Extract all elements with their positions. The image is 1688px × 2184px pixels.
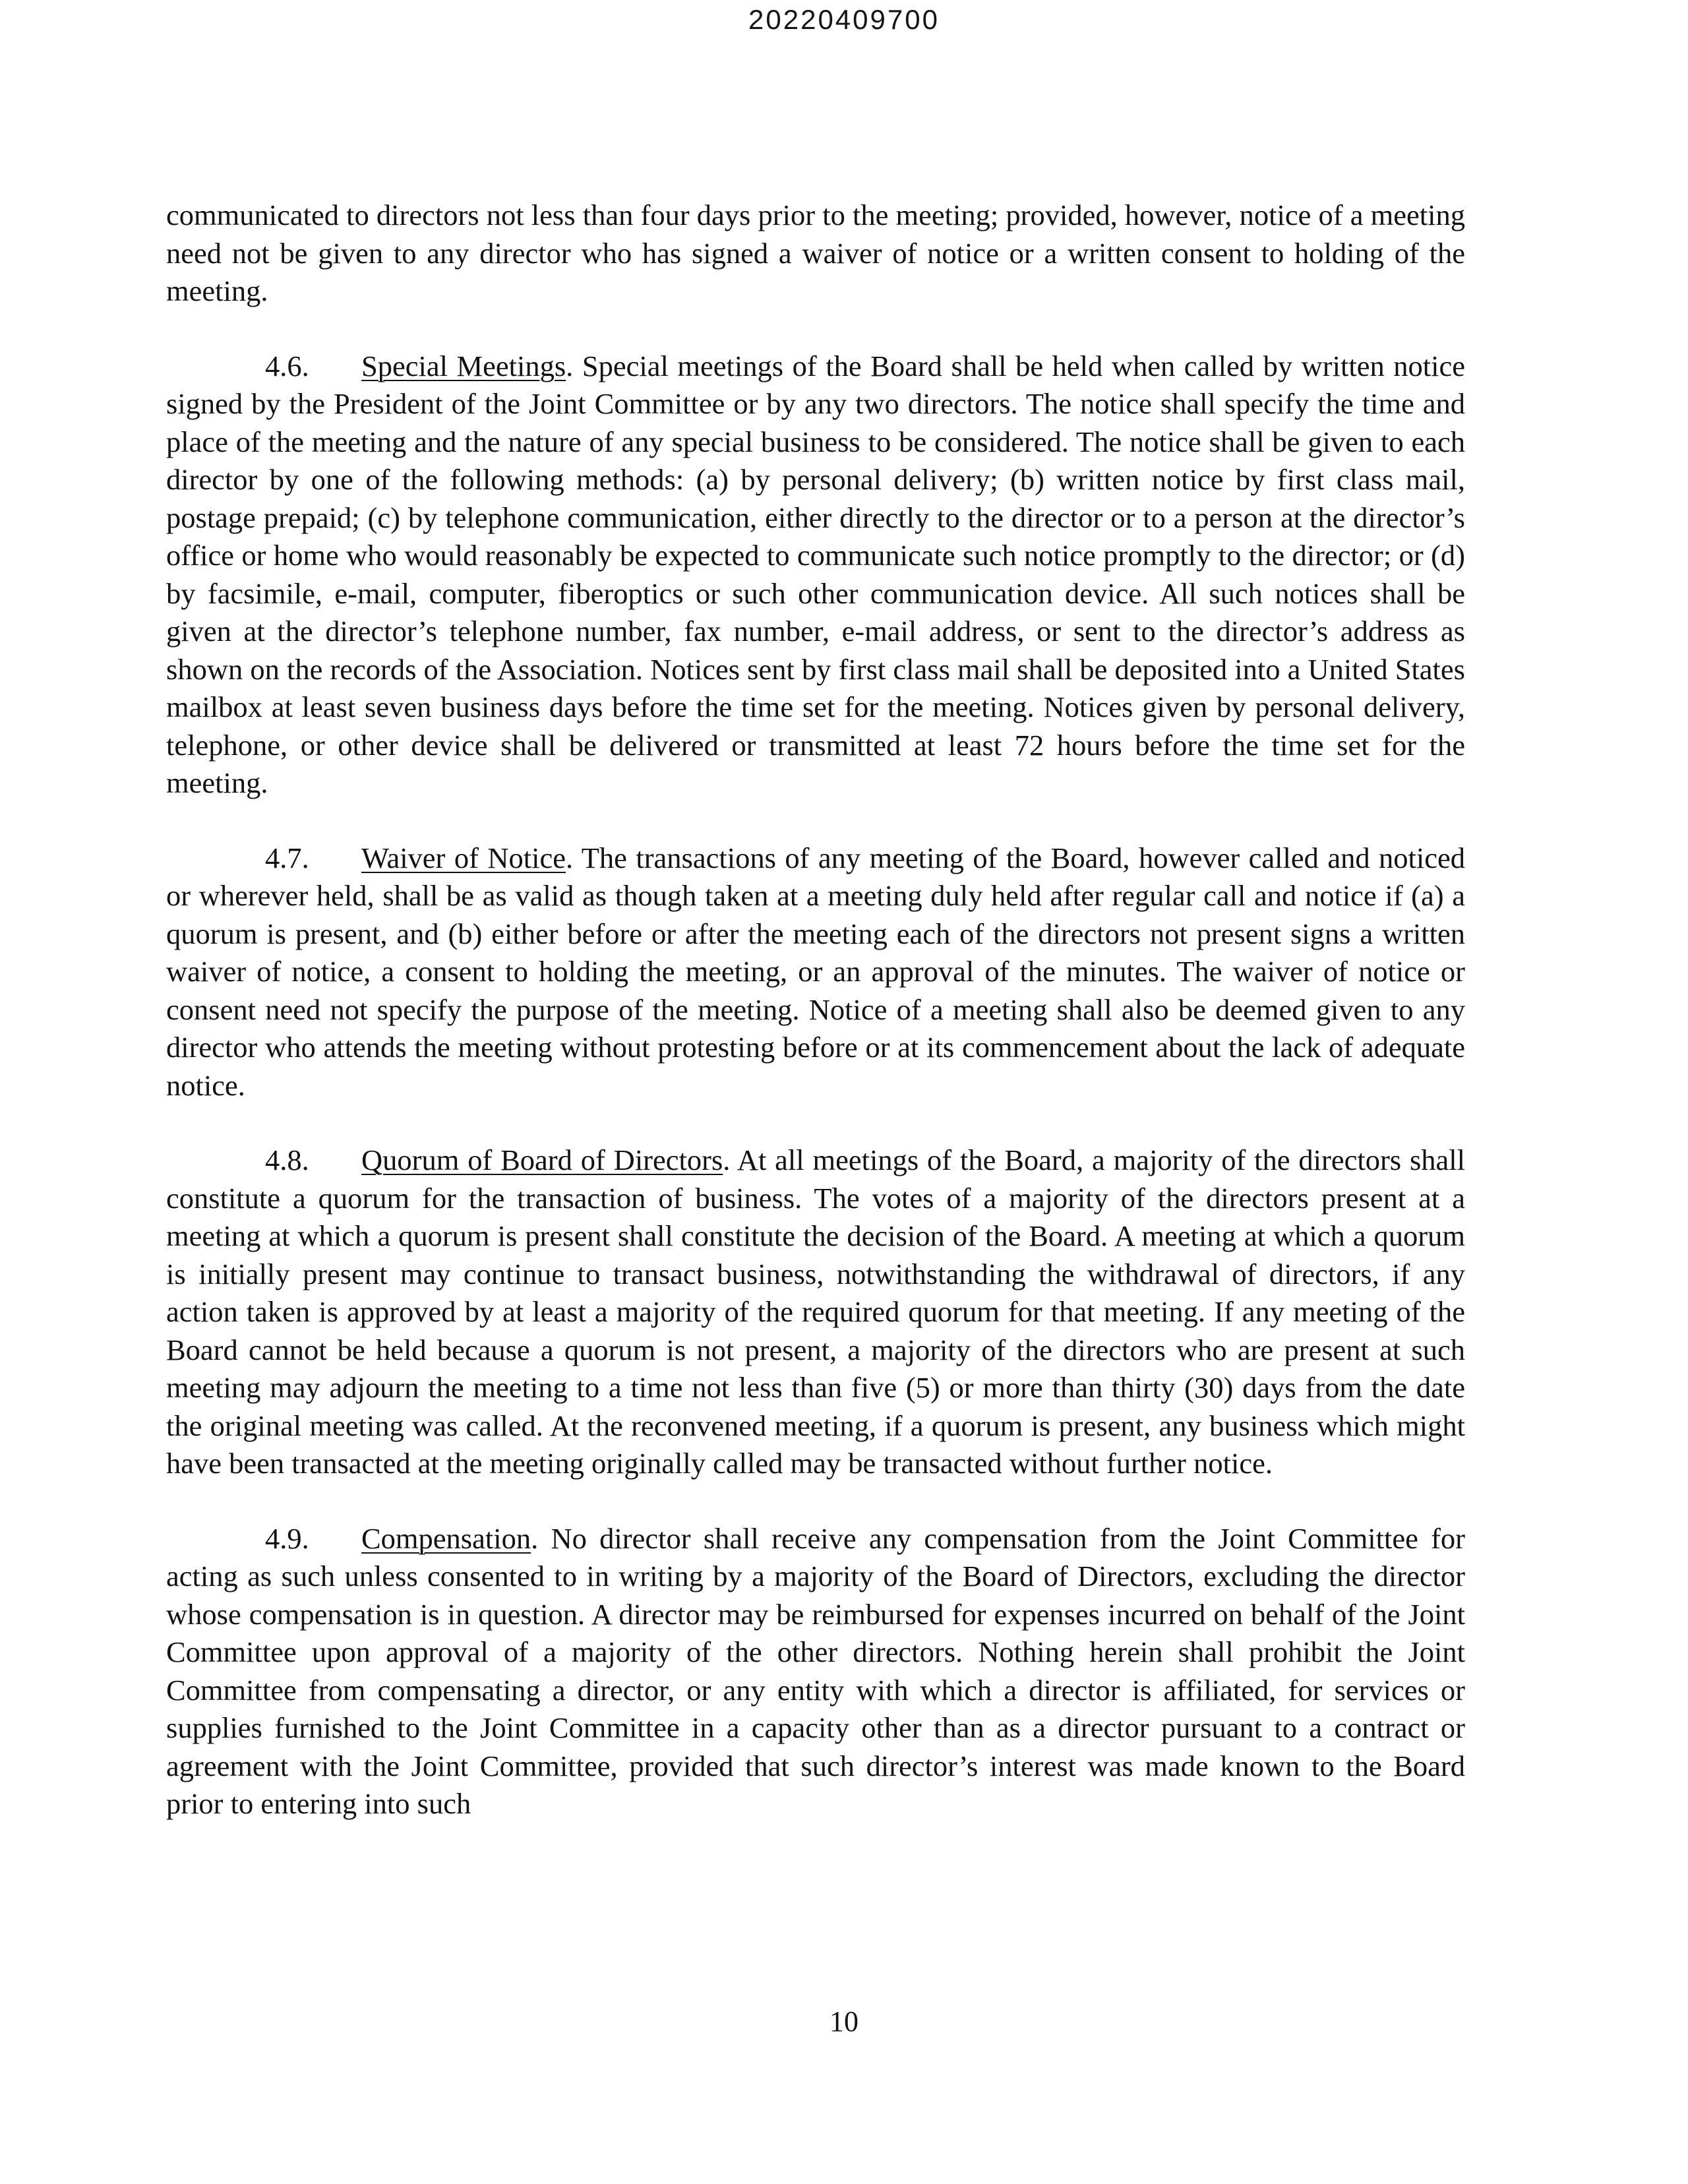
document-body xyxy=(166,197,1465,1860)
section-number: 4.6. xyxy=(265,349,309,382)
section-4-6: 4.6. Special Meetings. Special meetings of the Board shall be held when called by written notice signed by the President of the Joint Committee or by any two directors. The notice shall specify the time and place of the meeting and the nature of any special business to be considered. The notice shall be given to each director by one of the following methods: (a) by personal delivery; (b) written notice by first class mail, postage prepaid; (c) by telephone communication, either directly to the director or to a person at the director’s office or home who would reasonably be expected to communicate such notice promptly to the director; or (d) by facsimile, e-mail, computer, fiberoptics or such other communication device. All such notices shall be given at the director’s telephone number, fax number, e-mail address, or sent to the director’s address as shown on the records of the Association. Notices sent by first class mail shall be deposited into a United States mailbox at least seven business days before the time set for the meeting. Notices given by personal delivery, telephone, or other device shall be delivered or transmitted at least 72 hours before the time set for the meeting. xyxy=(166,348,1465,803)
section-text: Special meetings of the Board shall be held when called by written notice signed by the President of the Joint Committee or by any two directors. The notice shall specify the time and place of the meeting and the nature of any special business to be considered. The notice shall be given to each director by one of the following methods: (a) by personal delivery; (b) written notice by first class mail, postage prepaid; (c) by telephone communication, either directly to the director or to a person at the director’s office or home who would reasonably be expected to communicate such notice promptly to the director; or (d) by facsimile, e-mail, computer, fiberoptics or such other communication device. All such notices shall be given at the director’s telephone number, fax number, e-mail address, or sent to the director’s address as shown on the records of the Association. Notices sent by first class mail shall be deposited into a United States mailbox at least seven business days before the time set for the meeting. Notices given by personal delivery, telephone, or other device shall be delivered or transmitted at least 72 hours before the time set for the meeting. xyxy=(166,349,1465,799)
section-text: The transactions of any meeting of the Board, however called and noticed or wherever held, shall be as valid as though taken at a meeting duly held after regular call and notice if (a) a quorum is present, and (b) either before or after the meeting each of the directors not present signs a written waiver of notice, a consent to holding the meeting, or an approval of the minutes. The waiver of notice or consent need not specify the purpose of the meeting. Notice of a meeting shall also be deemed given to any director who attends the meeting without protesting before or at its commencement about the lack of adequate notice. xyxy=(166,841,1466,1102)
section-heading: Waiver of Notice xyxy=(361,841,566,874)
section-heading: Special Meetings xyxy=(361,349,566,382)
section-text: At all meetings of the Board, a majority of the directors shall constitute a quorum for the transaction of business. The votes of a majority of the directors present at a meeting at which a quorum is present shall constitute the decision of the Board. A meeting at which a quorum is initially present may continue to transact business, notwithstanding the withdrawal of directors, if any action taken is approved by at least a majority of the required quorum for that meeting. If any meeting of the Board cannot be held because a quorum is not present, a majority of the directors who are present at such meeting may adjourn the meeting to a time not less than five (5) or more than thirty (30) days from the date the original meeting was called. At the reconvened meeting, if a quorum is present, any business which might have been transacted at the meeting originally called may be transacted without further notice. xyxy=(166,1143,1466,1480)
section-number: 4.7. xyxy=(265,841,309,874)
section-heading: Compensation xyxy=(361,1521,531,1555)
section-number: 4.9. xyxy=(265,1521,309,1555)
section-4-7: 4.7. Waiver of Notice. The transactions of any meeting of the Board, however called and noticed or wherever held, shall be as valid as though taken at a meeting duly held after regular call and notice if (a) a quorum is present, and (b) either before or after the meeting each of the directors not present signs a written waiver of notice, a consent to holding the meeting, or an approval of the minutes. The waiver of notice or consent need not specify the purpose of the meeting. Notice of a meeting shall also be deemed given to any director who attends the meeting without protesting before or at its commencement about the lack of adequate notice. xyxy=(166,839,1465,1105)
section-heading: Quorum of Board of Directors xyxy=(361,1143,723,1176)
continuation-paragraph: communicated to directors not less than four days prior to the meeting; provided, however, notice of a meeting need not be given to any director who has signed a waiver of notice or a written consent to holding of the meeting. xyxy=(166,198,1465,307)
section-4-8: 4.8. Quorum of Board of Directors. At all meetings of the Board, a majority of the directors shall constitute a quorum for the transaction of business. The votes of a majority of the directors present at a meeting at which a quorum is present shall constitute the decision of the Board. A meeting at which a quorum is initially present may continue to transact business, notwithstanding the withdrawal of directors, if any action taken is approved by at least a majority of the required quorum for that meeting. If any meeting of the Board cannot be held because a quorum is not present, a majority of the directors who are present at such meeting may adjourn the meeting to a time not less than five (5) or more than thirty (30) days from the date the original meeting was called. At the reconvened meeting, if a quorum is present, any business which might have been transacted at the meeting originally called may be transacted without further notice. xyxy=(166,1141,1465,1483)
document-number: 20220409700 xyxy=(748,4,940,35)
section-4-9: 4.9. Compensation. No director shall receive any compensation from the Joint Committee for acting as such unless consented to in writing by a majority of the Board of Directors, excluding the director whose compensation is in question. A director may be reimbursed for expenses incurred on behalf of the Joint Committee upon approval of a majority of the other directors. Nothing herein shall prohibit the Joint Committee from compensating a director, or any entity with which a director is affiliated, for services or supplies furnished to the Joint Committee in a capacity other than as a director pursuant to a contract or agreement with the Joint Committee, provided that such director’s interest was made known to the Board prior to entering into such xyxy=(166,1520,1465,1823)
section-number: 4.8. xyxy=(265,1143,309,1176)
section-text: No director shall receive any compensation from the Joint Committee for acting as such unless consented to in writing by a majority of the Board of Directors, excluding the director whose compensation is in question. A director may be reimbursed for expenses incurred on behalf of the Joint Committee upon approval of a majority of the other directors. Nothing herein shall prohibit the Joint Committee from compensating a director, or any entity with which a director is affiliated, for services or supplies furnished to the Joint Committee in a capacity other than as a director pursuant to a contract or agreement with the Joint Committee, provided that such director’s interest was made known to the Board prior to entering into such xyxy=(166,1521,1465,1820)
page-number: 10 xyxy=(829,2005,859,2038)
